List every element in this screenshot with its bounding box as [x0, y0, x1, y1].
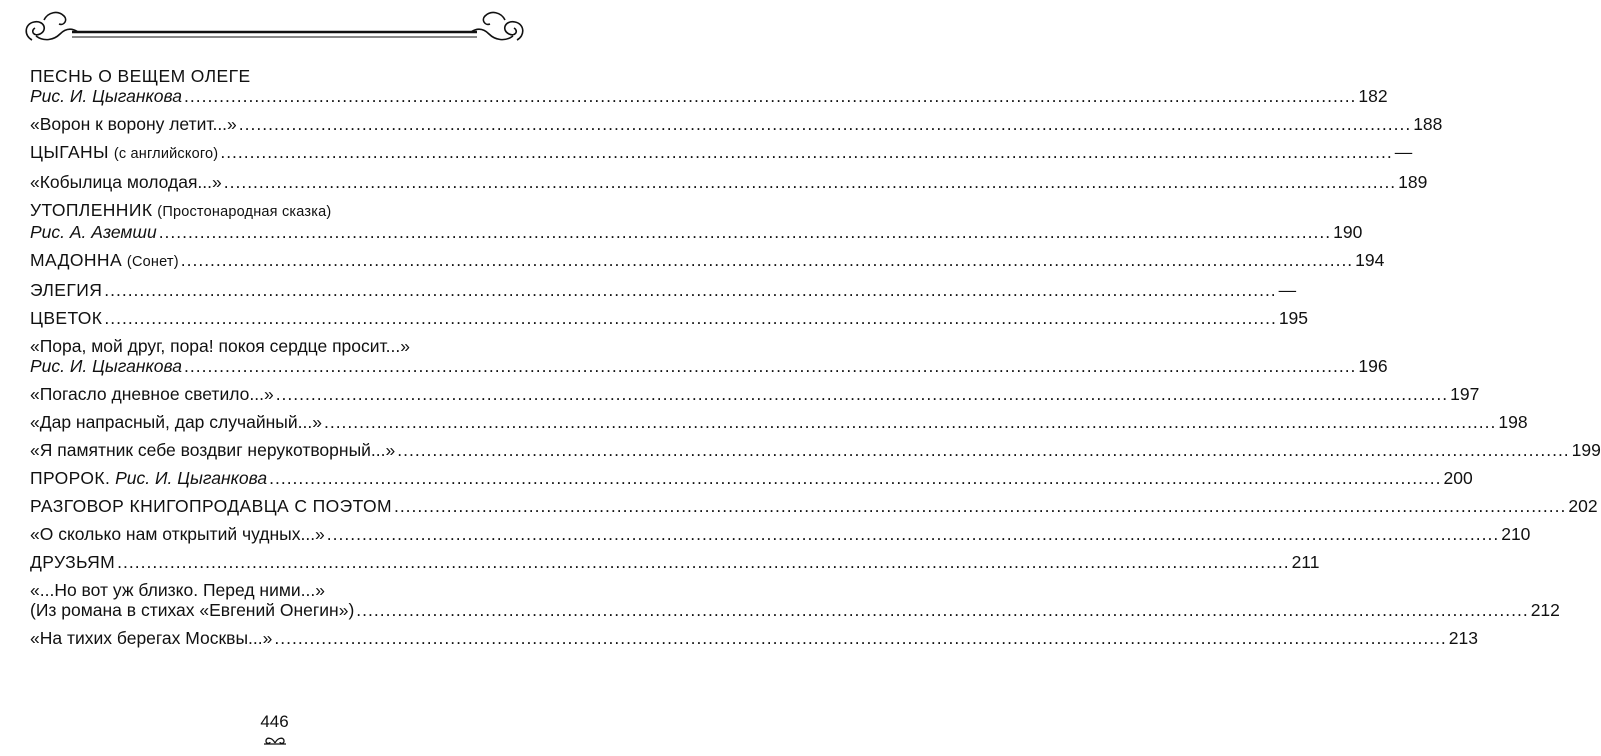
toc-entry [30, 280, 1297, 300]
dot-leader: ........................................................................................................................................................................................................ [323, 412, 1497, 432]
dot-leader: ........................................................................................................................................................................................................ [356, 600, 1529, 620]
toc-title: ЦВЕТОК [30, 308, 103, 328]
toc-line [30, 468, 1473, 488]
dot-leader: ........................................................................................................................................................................................................ [274, 628, 1447, 648]
toc-line [30, 172, 1428, 192]
toc-line [30, 336, 510, 356]
toc-entry [30, 200, 1363, 242]
dot-leader: ........................................................................................................................................................................................................ [397, 440, 1570, 460]
toc-title: (Из романа в стихах «Евгений Онегин») [30, 600, 355, 620]
toc-page-number: 211 [1291, 552, 1320, 572]
toc-line [30, 200, 510, 222]
dot-leader: ........................................................................................................................................................................................................ [104, 280, 1277, 300]
toc-title: МАДОННА [30, 250, 123, 270]
toc-line [30, 384, 1480, 404]
toc-page-number: 197 [1450, 384, 1480, 404]
toc-title: «Дар напрасный, дар случайный...» [30, 412, 322, 432]
dot-leader: ........................................................................................................................................................................................................ [220, 142, 1393, 162]
toc-page-number: 196 [1358, 356, 1388, 376]
toc-line [30, 86, 1388, 106]
toc-title: ДРУЗЬЯМ [30, 552, 116, 572]
toc-title: «Пора, мой друг, пора! покоя сердце просит...» [30, 336, 410, 356]
toc-page-number: 189 [1398, 172, 1428, 192]
toc-illustrator: Рис. И. Цыганкова [115, 468, 268, 488]
dot-leader: ........................................................................................................................................................................................................ [184, 356, 1357, 376]
toc-subtitle: (с английского) [113, 146, 219, 162]
toc-entry [30, 440, 1601, 460]
dot-leader: ........................................................................................................................................................................................................ [238, 114, 1412, 134]
dot-leader: ........................................................................................................................................................................................................ [223, 172, 1397, 192]
toc-page-number: 210 [1501, 524, 1531, 544]
toc-title: «На тихих берегах Москвы...» [30, 628, 273, 648]
toc-page-number: — [1278, 280, 1297, 300]
toc-title: РАЗГОВОР КНИГОПРОДАВЦА С ПОЭТОМ [30, 496, 392, 516]
toc-entry [30, 580, 1560, 620]
toc-title: «О сколько нам открытий чудных...» [30, 524, 325, 544]
toc-entry [30, 172, 1428, 192]
toc-line [30, 280, 1297, 300]
toc-entry [30, 336, 1388, 376]
toc-subtitle: (Простонародная сказка) [157, 204, 332, 220]
toc-title: УТОПЛЕННИК [30, 200, 153, 220]
toc-line [30, 412, 1528, 432]
dot-leader: ........................................................................................................................................................................................................ [184, 86, 1357, 106]
toc-title: «Кобылица молодая...» [30, 172, 222, 192]
toc-page-number: 182 [1358, 86, 1388, 106]
toc-line [30, 66, 510, 86]
toc-entry [30, 308, 1309, 328]
toc-title: «Погасло дневное светило...» [30, 384, 274, 404]
toc-title: Рис. А. Аземши [30, 222, 157, 242]
toc-page-number: 213 [1448, 628, 1478, 648]
toc-page-number: 212 [1530, 600, 1560, 620]
toc-line [30, 114, 1443, 134]
toc-entry [30, 412, 1528, 432]
toc-line [30, 552, 1320, 572]
toc-line [30, 600, 1560, 620]
dot-leader: ........................................................................................................................................................................................................ [158, 222, 1332, 242]
toc-page-number: 199 [1571, 440, 1601, 460]
toc-line [30, 496, 1598, 516]
toc-line [30, 142, 1413, 164]
toc-entry [30, 142, 1413, 164]
toc-line [30, 222, 1363, 242]
toc-title: Рис. И. Цыганкова [30, 86, 182, 106]
toc-page-number: 200 [1443, 468, 1473, 488]
toc-entry [30, 66, 1388, 106]
toc-entry [30, 114, 1443, 134]
toc-line [30, 250, 1385, 272]
dot-leader: ........................................................................................................................................................................................................ [393, 496, 1567, 516]
toc-title: ПРОРОК. [30, 468, 111, 488]
dot-leader: ........................................................................................................................................................................................................ [117, 552, 1290, 572]
toc-entry [30, 250, 1385, 272]
toc-page-number: 195 [1278, 308, 1309, 328]
ornamental-border-icon [22, 6, 527, 48]
toc-title: «Ворон к ворону летит...» [30, 114, 237, 134]
page-number: 446 [260, 712, 289, 731]
toc-entry [30, 628, 1478, 648]
toc-entry [30, 552, 1320, 572]
toc-line [30, 524, 1531, 544]
toc-page-number: 188 [1413, 114, 1443, 134]
dot-leader: ........................................................................................................................................................................................................ [180, 250, 1354, 270]
toc-page-number: 190 [1333, 222, 1363, 242]
toc-page-number: — [1394, 142, 1413, 162]
toc-title: ЭЛЕГИЯ [30, 280, 103, 300]
toc-line [30, 308, 1309, 328]
toc-entry [30, 468, 1473, 488]
toc-page-number: 198 [1498, 412, 1528, 432]
toc-title: ЦЫГАНЫ [30, 142, 109, 162]
toc-title: Рис. И. Цыганкова [30, 356, 182, 376]
dot-leader: ........................................................................................................................................................................................................ [104, 308, 1277, 328]
toc-subtitle: (Сонет) [126, 254, 179, 270]
toc-entry [30, 384, 1480, 404]
toc-line [30, 580, 510, 600]
flourish-icon [262, 735, 288, 747]
toc-title: ПЕСНЬ О ВЕЩЕМ ОЛЕГЕ [30, 66, 251, 86]
toc-entry [30, 524, 1531, 544]
toc-entry [30, 496, 1598, 516]
toc-line [30, 628, 1478, 648]
dot-leader: ........................................................................................................................................................................................................ [326, 524, 1500, 544]
toc-page-number: 202 [1568, 496, 1598, 516]
toc-line [30, 440, 1601, 460]
dot-leader: ........................................................................................................................................................................................................ [269, 468, 1442, 488]
dot-leader: ........................................................................................................................................................................................................ [275, 384, 1449, 404]
toc-page-number: 194 [1355, 250, 1385, 270]
toc-title: «Я памятник себе воздвиг нерукотворный...» [30, 440, 396, 460]
table-of-contents [30, 66, 1601, 656]
toc-line [30, 356, 1388, 376]
toc-title: «...Но вот уж близко. Перед ними...» [30, 580, 325, 600]
